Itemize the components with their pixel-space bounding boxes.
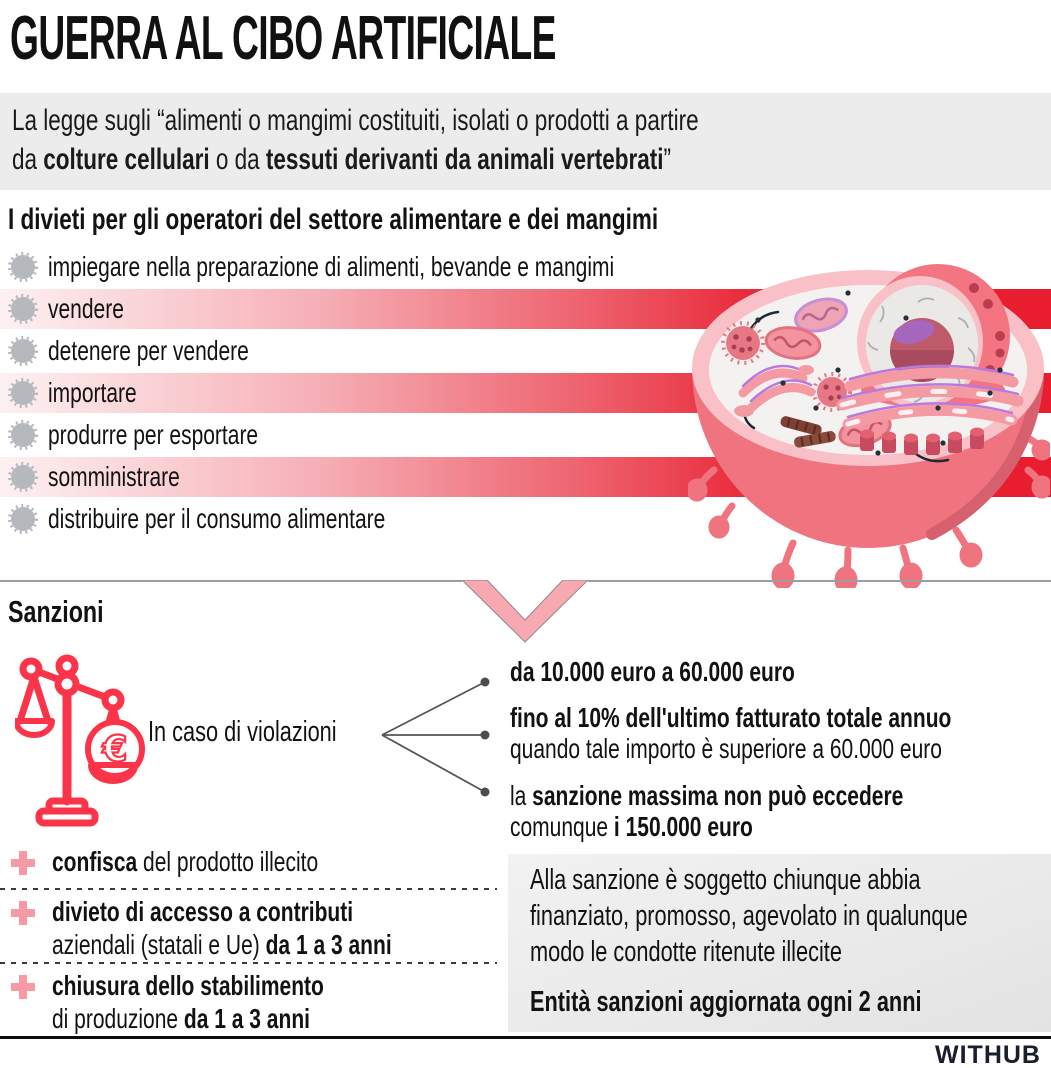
prohibition-label: vendere [48,293,124,324]
gear-bullet-icon [6,418,40,452]
subtitle-line-2: da colture cellulari o da tessuti derivanti da animali vertebrati” [12,143,672,176]
plus-icon [8,898,38,928]
prohibitions-heading: I divieti per gli operatori del settore alimentare e dei mangimi [8,203,659,236]
prohibition-label: produrre per esportare [48,419,259,450]
sanctions-heading: Sanzioni [8,594,104,629]
gear-bullet-icon [6,334,40,368]
dashed-divider [0,962,497,964]
branch-connector [375,655,497,805]
gear-bullet-icon [6,292,40,326]
gear-bullet-icon [6,460,40,494]
section-divider-right [588,580,1051,582]
gear-bullet-icon [6,376,40,410]
note-line: Alla sanzione è soggetto chiunque abbia [530,864,921,896]
note-box [508,854,1051,1032]
fine-item: da 10.000 euro a 60.000 euro [510,656,795,687]
prohibition-label: impiegare nella preparazione di alimenti, bevande e mangimi [48,251,615,282]
section-divider-left [0,580,462,582]
gear-bullet-icon [6,250,40,284]
svg-text:€: € [102,729,128,770]
plus-icon [8,972,38,1002]
plus-icon [8,848,38,878]
prohibition-label: detenere per vendere [48,335,249,366]
subtitle-line-1: La legge sugli “alimenti o mangimi costituiti, isolati o prodotti a partire [12,104,699,137]
page-title: GUERRA AL CIBO ARTIFICIALE [10,4,556,73]
note-bold-line: Entità sanzioni aggiornata ogni 2 anni [530,986,922,1018]
dashed-divider [0,888,497,890]
subtitle-band [0,93,1051,190]
note-line: finanziato, promosso, agevolato in qualunque [530,900,968,932]
scales-euro-icon [15,653,150,828]
prohibition-label: somministrare [48,461,180,492]
animal-cell-illustration [688,258,1050,588]
note-line: modo le condotte ritenute illecite [530,936,842,968]
chevron-down-arrow-icon [450,580,600,652]
violations-label: In caso di violazioni [148,716,337,748]
fine-item: la sanzione massima non può eccedere comunque i 150.000 euro [510,780,904,842]
footer-divider [0,1036,1051,1039]
withub-logo: WITHUB [935,1041,1041,1068]
infographic: GUERRA AL CIBO ARTIFICIALE La legge sugli “alimenti o mangimi costituiti, isolati o prodotti a partire da colture cellulari o da tessuti derivanti da animali vertebrati” I divieti per gli operatori del settore alimentare e dei mangimi impiegare nella preparazione di alimenti, bevande e mangimi vendere detenere per vendere importare produrre per esportare somministrare distribuire per il consumo alimentare Sanzioni € In caso di violazioni da 10.000 euro a 60.000 euro fino al 10% dell'ultimo fatturato totale annuo quando tale importo è superiore a 60.000 euro la sanzione massima non può eccedere comunque i 150.000 euro confisca del prodotto illecito divieto di accesso a contributi aziendali (statali e Ue) da 1 a 3 anni chiusura dello stabilimento di produzione da 1 a 3 anni Alla sanzione è soggetto chiunque abbia finanziato, promosso, agevolato in qualunque modo le condotte ritenute illecite Entità sanzioni aggiornata ogni 2 anni WITHUB [0,0,1051,1068]
prohibition-label: distribuire per il consumo alimentare [48,503,386,534]
fine-item: fino al 10% dell'ultimo fatturato totale annuo quando tale importo è superiore a 60.000 euro [510,702,952,764]
prohibition-label: importare [48,377,137,408]
gear-bullet-icon [6,502,40,536]
